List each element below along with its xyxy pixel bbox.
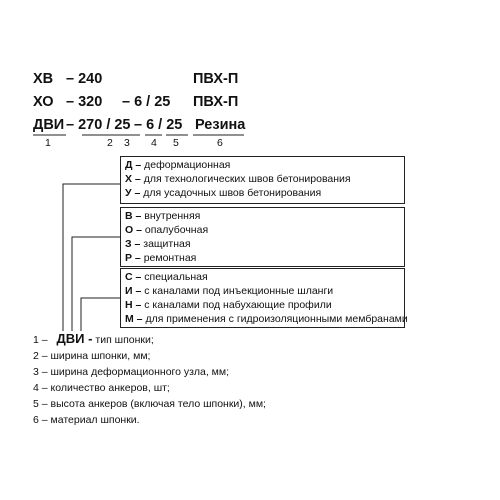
box3-text: специальная — [144, 271, 208, 283]
box3-text: для применения с гидроизоляционными мембранами — [145, 313, 408, 325]
legend-line-4: 4 – количество анкеров, шт; — [33, 382, 170, 394]
box2-text: ремонтная — [143, 252, 197, 264]
bracket-box3 — [81, 298, 120, 331]
col-number-2: 2 — [107, 137, 113, 149]
legend-1-code: ДВИ - — [56, 331, 93, 346]
code-r3-c1: ДВИ — [33, 117, 65, 133]
box-type-group-1 — [120, 156, 405, 204]
box2-key: Р – — [125, 252, 141, 264]
box2-row — [125, 252, 196, 265]
box1-key: Х – — [125, 173, 141, 185]
box1-key: Д – — [125, 159, 142, 171]
code-r1-c2: – 240 — [66, 71, 103, 87]
code-r2-c6: ПВХ-П — [193, 94, 239, 110]
col-number-6: 6 — [217, 137, 223, 149]
col-number-1: 1 — [45, 137, 51, 149]
box2-key: З – — [125, 238, 141, 250]
box2-text: опалубочная — [144, 224, 209, 236]
box1-text: для усадочных швов бетонирования — [143, 187, 322, 199]
col-number-4: 4 — [151, 137, 157, 149]
legend-line-2: 2 – ширина шпонки, мм; — [33, 350, 151, 362]
box3-key: С – — [125, 271, 142, 283]
box1-key: У – — [125, 187, 141, 199]
col-number-3: 3 — [124, 137, 130, 149]
legend-1-prefix: 1 – — [33, 334, 48, 346]
box-type-group-2 — [120, 207, 405, 267]
box2-row — [125, 210, 200, 223]
box2-key: О – — [125, 224, 142, 236]
box2-text: защитная — [143, 238, 191, 250]
code-r1-c1: ХВ — [33, 71, 54, 87]
code-r3-c6: Резина — [195, 117, 246, 133]
col-number-5: 5 — [173, 137, 179, 149]
box2-key: В – — [125, 210, 142, 222]
box3-row — [125, 313, 408, 326]
box2-text: внутренняя — [144, 210, 201, 222]
box2-row — [125, 224, 208, 237]
box3-row — [125, 285, 333, 298]
legend-line-6: 6 – материал шпонки. — [33, 414, 140, 426]
legend-line-3: 3 – ширина деформационного узла, мм; — [33, 366, 230, 378]
box1-text: для технологических швов бетонирования — [143, 173, 351, 185]
box3-key: Н – — [125, 299, 142, 311]
code-r2-c2: – 320 — [66, 94, 103, 110]
code-r2-c1: ХО — [33, 94, 54, 110]
box3-row — [125, 299, 332, 312]
box3-text: с каналами под инъекционные шланги — [144, 285, 334, 297]
box3-row — [125, 271, 208, 284]
code-r3-c2: – 270 / 25 — [66, 117, 131, 133]
box3-key: М – — [125, 313, 143, 325]
box1-row — [125, 187, 321, 200]
legend-1-text: тип шпонки; — [95, 334, 154, 346]
legend-line-1 — [33, 332, 154, 347]
code-r1-c6: ПВХ-П — [193, 71, 239, 87]
box3-key: И – — [125, 285, 142, 297]
box1-text: деформационная — [144, 159, 231, 171]
bracket-box2 — [72, 237, 120, 331]
code-r2-c5: – 6 / 25 — [122, 94, 171, 110]
box-type-group-3 — [120, 268, 408, 328]
box2-row — [125, 238, 191, 251]
box1-row — [125, 173, 351, 186]
box1-row — [125, 159, 230, 172]
legend-line-5: 5 – высота анкеров (включая тело шпонки), мм; — [33, 398, 266, 410]
code-r3-c4: – 6 / 25 — [134, 117, 183, 133]
box3-text: с каналами под набухающие профили — [144, 299, 332, 311]
